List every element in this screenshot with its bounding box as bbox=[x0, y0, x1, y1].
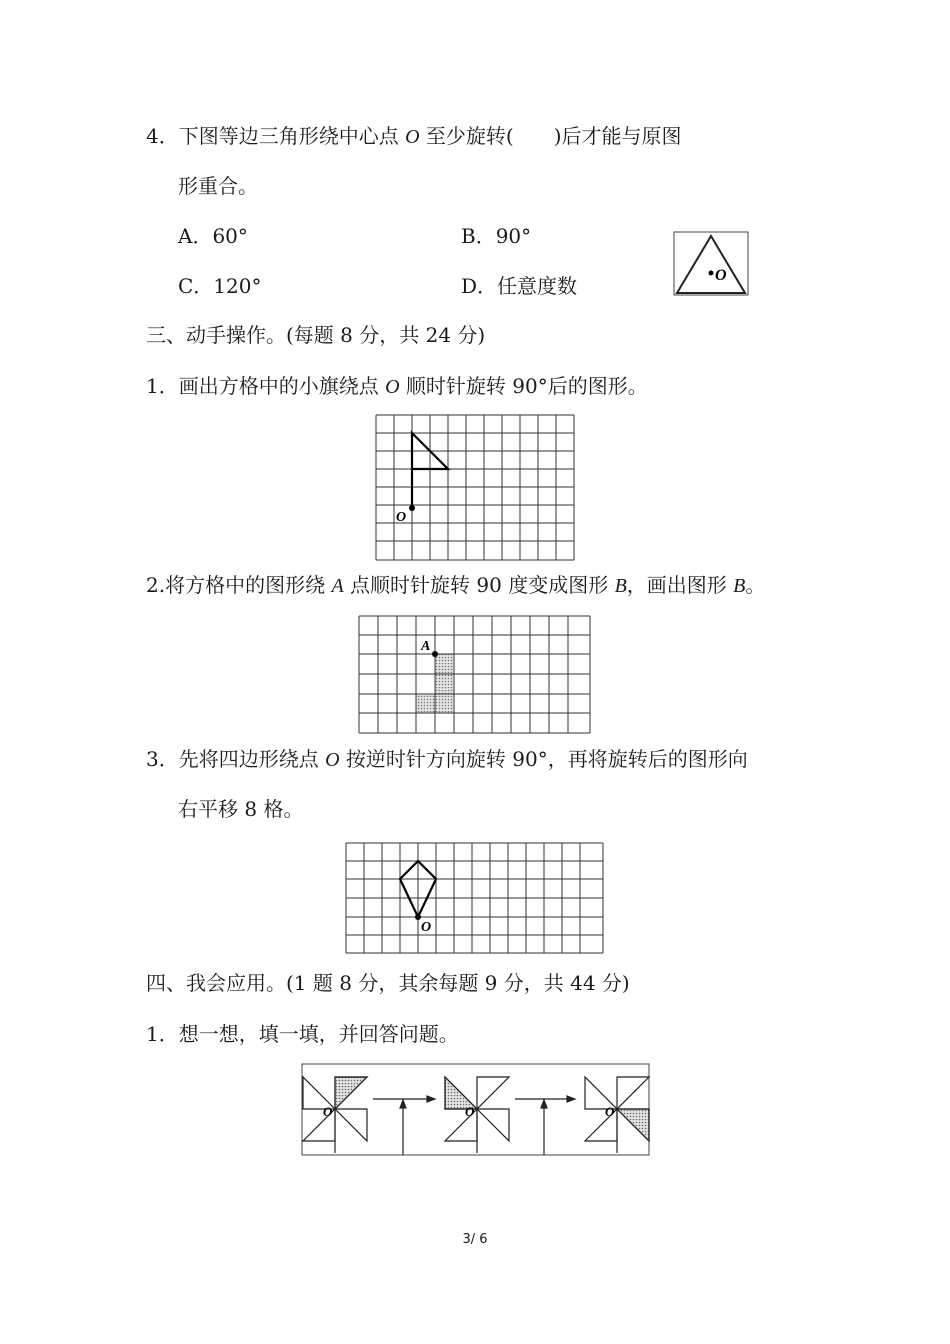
q4-center-label: O bbox=[715, 267, 727, 284]
s3-q1-flag-grid bbox=[374, 413, 576, 563]
q4-point-o: O bbox=[405, 126, 420, 148]
q4-stem-part: 至少旋转( )后才能与原图 bbox=[419, 124, 682, 148]
flag-rotation-point bbox=[409, 505, 415, 511]
s3-q3-part: 按逆时针方向旋转 90°，再将旋转后的图形向 bbox=[339, 747, 748, 771]
s3-q2-figure-b: B bbox=[614, 575, 627, 597]
up-arrow-1-head bbox=[400, 1100, 406, 1108]
s3-q3-stem bbox=[146, 747, 748, 772]
up-arrow-2-head bbox=[541, 1100, 547, 1108]
s3-q2-stem bbox=[146, 573, 765, 598]
pinwheel-1 bbox=[303, 1077, 367, 1153]
q4-option-a: A．60° bbox=[178, 224, 248, 248]
s3-q2-shape-grid bbox=[357, 614, 593, 736]
s3-q1-part: 顺时针旋转 90°后的图形。 bbox=[399, 374, 648, 398]
right-arrow-2-head bbox=[567, 1096, 575, 1102]
s4-q1-stem: 1．想一想，填一填，并回答问题。 bbox=[146, 1022, 459, 1046]
section3-title: 三、动手操作。(每题 8 分，共 24 分) bbox=[146, 323, 486, 347]
q4-center-point bbox=[709, 271, 714, 276]
s3-q3-kite-grid bbox=[344, 841, 606, 956]
point-a-label: A bbox=[421, 639, 431, 654]
q4-triangle-figure bbox=[673, 231, 750, 297]
q4-option-d: D．任意度数 bbox=[461, 274, 578, 298]
pinwheel-3-label: O bbox=[605, 1104, 615, 1119]
rotation-point-a bbox=[432, 651, 438, 657]
s3-q1-stem bbox=[146, 374, 648, 399]
flag-point-label: O bbox=[396, 510, 407, 525]
pinwheel-2 bbox=[445, 1077, 509, 1153]
s3-q2-part: 。 bbox=[745, 573, 766, 597]
s3-q2-part: ，画出图形 bbox=[626, 573, 734, 597]
section4-title: 四、我会应用。(1 题 8 分，其余每题 9 分，共 44 分) bbox=[146, 971, 630, 995]
page-number: 3/ 6 bbox=[462, 1232, 488, 1247]
pinwheel-2-label: O bbox=[465, 1104, 475, 1119]
kite-point-label: O bbox=[421, 920, 432, 935]
s3-q3-part: 3．先将四边形绕点 bbox=[146, 747, 326, 771]
q4-option-c: C．120° bbox=[178, 274, 262, 298]
right-arrow-1-head bbox=[427, 1096, 435, 1102]
s3-q1-point-o: O bbox=[385, 376, 400, 398]
s3-q1-part: 1．画出方格中的小旗绕点 bbox=[146, 374, 386, 398]
s3-q3-point-o: O bbox=[325, 749, 340, 771]
q4-stem bbox=[146, 124, 682, 149]
q4-triangle bbox=[677, 236, 745, 293]
s3-q2-point-a: A bbox=[331, 575, 344, 597]
s3-q2-part: 点顺时针旋转 90 度变成图形 bbox=[343, 573, 615, 597]
q4-option-b: B．90° bbox=[461, 224, 532, 248]
q4-figure-frame bbox=[674, 232, 748, 295]
pinwheel-3 bbox=[585, 1077, 649, 1153]
q4-stem-part: 4．下图等边三角形绕中心点 bbox=[146, 124, 406, 148]
s3-q2-part: 2.将方格中的图形绕 bbox=[146, 573, 332, 597]
s3-q2-figure-b: B bbox=[733, 575, 746, 597]
pinwheel-1-label: O bbox=[323, 1104, 333, 1119]
s3-q3-stem-cont: 右平移 8 格。 bbox=[178, 797, 304, 821]
s4-pinwheel-figure bbox=[301, 1063, 651, 1158]
q4-stem-cont: 形重合。 bbox=[178, 174, 258, 198]
